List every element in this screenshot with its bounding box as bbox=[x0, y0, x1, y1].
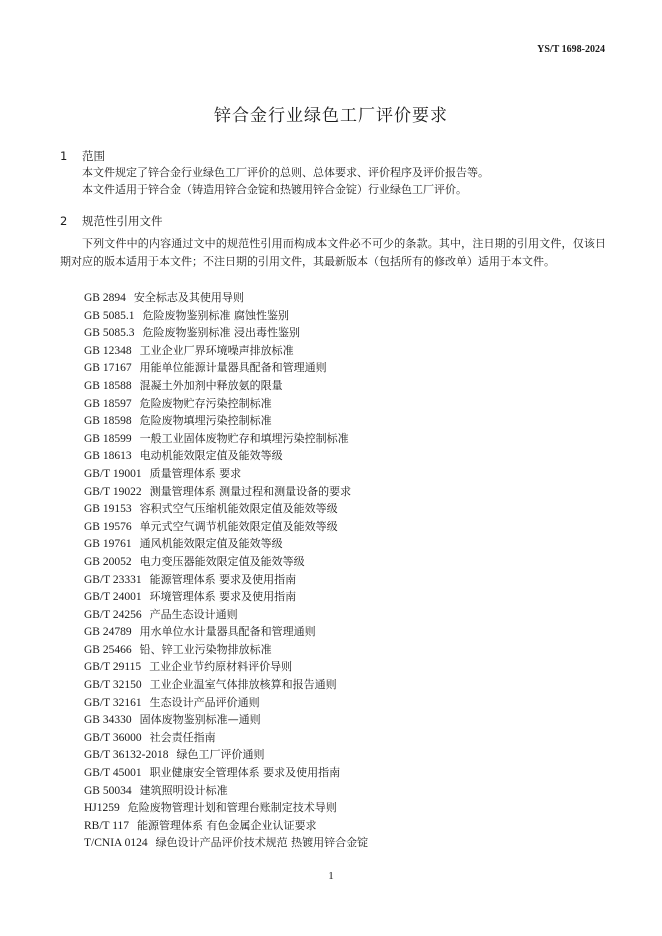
paragraph: 下列文件中的内容通过文中的规范性引用而构成本文件必不可少的条款。其中，注日期的引用文件，仅该日期对应的版本适用于本文件；不注日期的引用文件，其最新版本（包括所有的修改单）适用于本文件。 bbox=[60, 237, 606, 268]
reference-item bbox=[84, 412, 368, 430]
reference-item bbox=[84, 465, 368, 483]
reference-item bbox=[84, 324, 368, 342]
reference-code: GB/T 36000 bbox=[84, 731, 142, 744]
section-title: 范围 bbox=[82, 149, 105, 163]
reference-code: GB 19153 bbox=[84, 503, 132, 516]
reference-code: GB 50034 bbox=[84, 784, 132, 797]
reference-name: 产品生态设计通则 bbox=[149, 607, 238, 621]
reference-code: GB 18613 bbox=[84, 450, 132, 463]
reference-code: HJ1259 bbox=[84, 802, 120, 815]
reference-code: GB 19761 bbox=[84, 538, 132, 551]
reference-name: 绿色工厂评价通则 bbox=[176, 748, 265, 762]
reference-item bbox=[84, 588, 368, 606]
reference-code: GB 2894 bbox=[84, 292, 126, 304]
reference-name: 电力变压器能效限定值及能效等级 bbox=[139, 554, 305, 568]
reference-item bbox=[84, 676, 368, 694]
reference-item bbox=[84, 359, 368, 377]
section-heading-scope bbox=[60, 148, 105, 164]
reference-name: 电动机能效限定值及能效等级 bbox=[139, 449, 283, 463]
reference-name: 测量管理体系 测量过程和测量设备的要求 bbox=[149, 484, 352, 498]
reference-item bbox=[84, 377, 368, 395]
reference-code: GB/T 32150 bbox=[84, 679, 142, 692]
reference-item bbox=[84, 289, 368, 307]
reference-name: 危险废物贮存污染控制标准 bbox=[139, 396, 272, 410]
reference-item bbox=[84, 553, 368, 571]
section-title: 规范性引用文件 bbox=[82, 214, 163, 228]
reference-item bbox=[84, 641, 368, 659]
reference-name: 职业健康安全管理体系 要求及使用指南 bbox=[149, 766, 341, 780]
reference-name: 铅、锌工业污染物排放标准 bbox=[139, 642, 272, 656]
reference-item bbox=[84, 623, 368, 641]
reference-item bbox=[84, 694, 368, 712]
reference-name: 危险废物填埋污染控制标准 bbox=[139, 414, 272, 428]
reference-item bbox=[84, 711, 368, 729]
section-heading-normative-references bbox=[60, 213, 163, 229]
reference-name: 绿色设计产品评价技术规范 热镀用锌合金锭 bbox=[155, 836, 369, 850]
reference-code: GB/T 24256 bbox=[84, 608, 142, 621]
reference-item bbox=[84, 430, 368, 448]
reference-code: GB 5085.3 bbox=[84, 327, 135, 340]
reference-item bbox=[84, 606, 368, 624]
reference-code: GB 18597 bbox=[84, 397, 132, 410]
reference-code: GB 24789 bbox=[84, 626, 132, 639]
reference-item bbox=[84, 729, 368, 747]
reference-code: GB 5085.1 bbox=[84, 309, 135, 322]
reference-code: GB/T 29115 bbox=[84, 661, 142, 674]
reference-code: GB 34330 bbox=[84, 714, 132, 727]
reference-item bbox=[84, 500, 368, 518]
reference-item bbox=[84, 518, 368, 536]
reference-item bbox=[84, 799, 368, 817]
section-number: 2 bbox=[60, 214, 68, 228]
reference-name: 环境管理体系 要求及使用指南 bbox=[149, 590, 297, 604]
reference-code: GB/T 19022 bbox=[84, 485, 142, 498]
reference-name: 建筑照明设计标准 bbox=[139, 783, 228, 797]
reference-code: GB/T 19001 bbox=[84, 467, 142, 480]
reference-name: 质量管理体系 要求 bbox=[149, 466, 242, 480]
reference-code: GB/T 45001 bbox=[84, 767, 142, 780]
reference-name: 通风机能效限定值及能效等级 bbox=[139, 537, 283, 551]
reference-name: 工业企业节约原材料评价导则 bbox=[149, 660, 293, 674]
reference-code: GB 18598 bbox=[84, 415, 132, 428]
reference-name: 混凝土外加剂中释放氨的限量 bbox=[139, 378, 283, 392]
reference-item bbox=[84, 342, 368, 360]
reference-item bbox=[84, 571, 368, 589]
reference-item bbox=[84, 764, 368, 782]
reference-list bbox=[84, 289, 368, 852]
reference-item bbox=[84, 483, 368, 501]
reference-item bbox=[84, 447, 368, 465]
reference-item bbox=[84, 395, 368, 413]
reference-code: GB 18599 bbox=[84, 432, 132, 445]
reference-code: GB 20052 bbox=[84, 555, 132, 568]
reference-code: GB/T 24001 bbox=[84, 591, 142, 604]
reference-item bbox=[84, 834, 368, 852]
reference-name: 危险废物管理计划和管理台账制定技术导则 bbox=[127, 801, 337, 815]
reference-item bbox=[84, 817, 368, 835]
reference-item bbox=[84, 307, 368, 325]
reference-name: 容积式空气压缩机能效限定值及能效等级 bbox=[139, 502, 338, 516]
reference-code: GB/T 32161 bbox=[84, 696, 142, 709]
reference-code: GB/T 36132-2018 bbox=[84, 749, 169, 762]
reference-name: 危险废物鉴别标准 浸出毒性鉴别 bbox=[142, 326, 300, 340]
reference-name: 危险废物鉴别标准 腐蚀性鉴别 bbox=[142, 308, 289, 322]
reference-code: RB/T 117 bbox=[84, 819, 130, 832]
reference-code: GB 25466 bbox=[84, 643, 132, 656]
reference-item bbox=[84, 535, 368, 553]
reference-name: 生态设计产品评价通则 bbox=[149, 695, 260, 709]
reference-name: 能源管理体系 有色金属企业认证要求 bbox=[137, 818, 317, 832]
page-number: 1 bbox=[328, 870, 334, 882]
section-number: 1 bbox=[60, 149, 68, 163]
reference-name: 能源管理体系 要求及使用指南 bbox=[149, 572, 297, 586]
reference-code: GB 18588 bbox=[84, 379, 132, 392]
reference-name: 固体废物鉴别标准—通则 bbox=[139, 713, 261, 727]
reference-item bbox=[84, 782, 368, 800]
reference-name: 工业企业厂界环境噪声排放标准 bbox=[139, 343, 294, 357]
reference-name: 单元式空气调节机能效限定值及能效等级 bbox=[139, 519, 338, 533]
paragraph: 本文件规定了锌合金行业绿色工厂评价的总则、总体要求、评价程序及评价报告等。 bbox=[82, 166, 489, 179]
reference-code: GB 12348 bbox=[84, 344, 132, 357]
reference-code: GB 19576 bbox=[84, 520, 132, 533]
reference-code: GB/T 23331 bbox=[84, 573, 142, 586]
reference-code: T/CNIA 0124 bbox=[84, 837, 148, 850]
reference-code: GB 17167 bbox=[84, 362, 132, 375]
reference-item bbox=[84, 658, 368, 676]
reference-name: 用能单位能源计量器具配备和管理通则 bbox=[139, 361, 327, 375]
document-code: YS/T 1698-2024 bbox=[537, 44, 605, 55]
reference-name: 社会责任指南 bbox=[149, 730, 216, 744]
paragraph: 本文件适用于锌合金（铸造用锌合金锭和热镀用锌合金锭）行业绿色工厂评价。 bbox=[82, 183, 467, 196]
reference-name: 用水单位水计量器具配备和管理通则 bbox=[139, 625, 316, 639]
document-title: 锌合金行业绿色工厂评价要求 bbox=[214, 106, 448, 126]
reference-name: 一般工业固体废物贮存和填埋污染控制标准 bbox=[139, 431, 349, 445]
reference-item bbox=[84, 746, 368, 764]
reference-name: 安全标志及其使用导则 bbox=[133, 291, 244, 304]
reference-name: 工业企业温室气体排放核算和报告通则 bbox=[149, 678, 337, 692]
